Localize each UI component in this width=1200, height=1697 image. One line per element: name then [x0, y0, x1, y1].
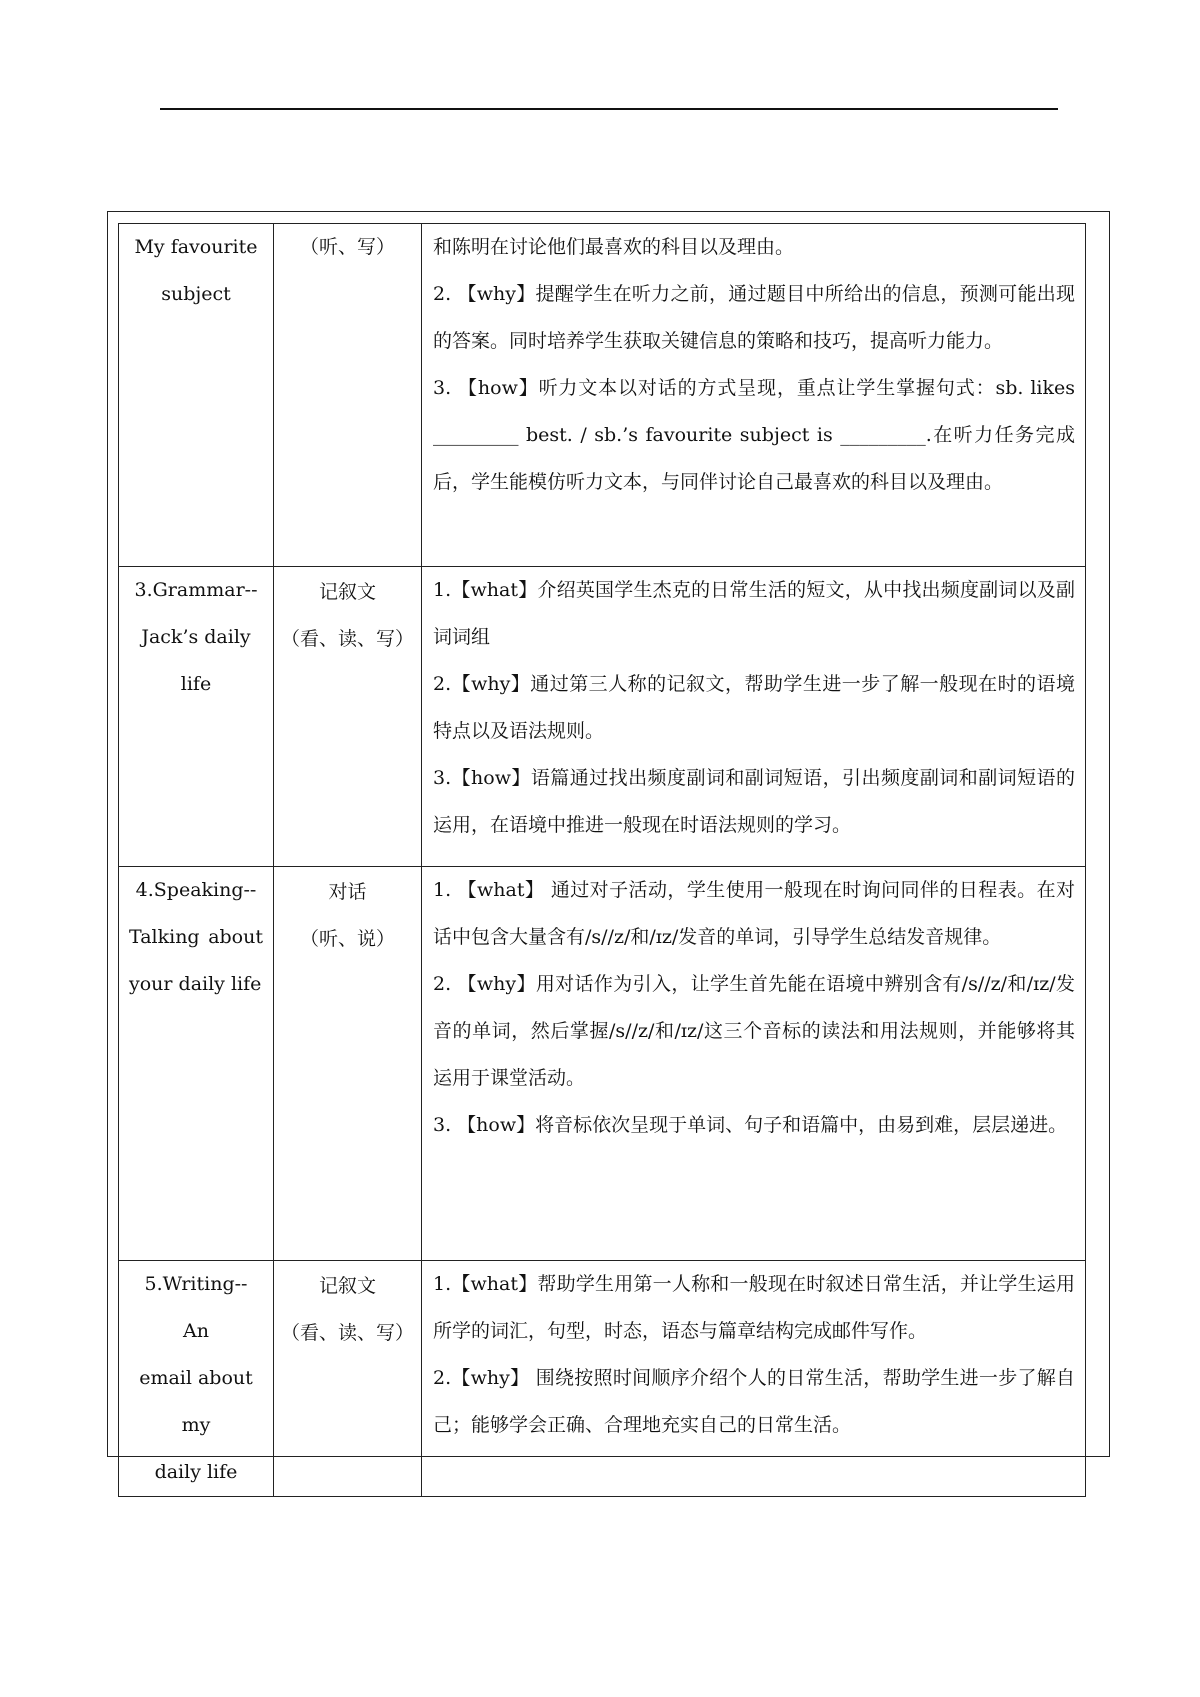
header-rule — [160, 108, 1058, 110]
table-row — [119, 1261, 1086, 1497]
topic-cell — [119, 867, 274, 1261]
description-paragraph: 1.【what】介绍英国学生杰克的日常生活的短文，从中找出频度副词以及副词词组 — [433, 579, 1075, 648]
description-paragraph: 3. 【how】将音标依次呈现于单词、句子和语篇中，由易到难，层层递进。 — [433, 1114, 1068, 1136]
description-paragraph: 3. 【how】听力文本以对话的方式呈现，重点让学生掌握句式：sb. likes _________ best. / sb.’s favourite subject is _________.在听力任务完成后，学生能模仿听力文本，与同伴讨论自己最喜欢的科目以及理由。 — [433, 377, 1075, 493]
text-type-name: 记叙文 — [318, 1275, 376, 1297]
topic-line: Jack’s daily — [141, 626, 251, 648]
topic-line: email about my — [139, 1367, 253, 1436]
text-type-skills: （听、说） — [299, 928, 395, 950]
text-type-skills: （看、读、写） — [280, 628, 414, 650]
description-paragraph: 2. 【why】提醒学生在听力之前，通过题目中所给出的信息，预测可能出现的答案。同时培养学生获取关键信息的策略和技巧，提高听力能力。 — [433, 283, 1075, 352]
topic-cell — [119, 224, 274, 567]
topic-cell — [119, 1261, 274, 1497]
text-type-cell — [274, 867, 422, 1261]
text-type-name: 记叙文 — [318, 581, 376, 603]
topic-line: 4.Speaking-- — [135, 879, 257, 901]
description-paragraph: 1. 【what】 通过对子活动，学生使用一般现在时询问同伴的日程表。在对话中包含大量含有/s//z/和/ɪz/发音的单词，引导学生总结发音规律。 — [433, 879, 1075, 948]
topic-line: Talking about — [129, 926, 263, 948]
table-row — [119, 224, 1086, 567]
topic-line: 5.Writing-- An — [144, 1273, 248, 1342]
description-cell — [422, 224, 1086, 567]
table-row — [119, 567, 1086, 867]
description-paragraph: 3.【how】语篇通过找出频度副词和副词短语，引出频度副词和副词短语的运用，在语境中推进一般现在时语法规则的学习。 — [433, 767, 1075, 836]
topic-line: My favourite — [134, 236, 258, 258]
topic-line: 3.Grammar-- — [134, 579, 258, 601]
text-type-cell — [274, 224, 422, 567]
description-cell — [422, 1261, 1086, 1497]
description-paragraph: 1.【what】帮助学生用第一人称和一般现在时叙述日常生活，并让学生运用所学的词汇，句型，时态，语态与篇章结构完成邮件写作。 — [433, 1273, 1075, 1342]
topic-line: subject — [161, 283, 231, 305]
text-type-skills: （听、写） — [299, 236, 395, 258]
description-cell — [422, 867, 1086, 1261]
topic-line: daily life — [154, 1461, 238, 1483]
description-paragraph: 和陈明在讨论他们最喜欢的科目以及理由。 — [433, 236, 795, 258]
description-paragraph: 2.【why】 围绕按照时间顺序介绍个人的日常生活，帮助学生进一步了解自己；能够学会正确、合理地充实自己的日常生活。 — [433, 1367, 1075, 1436]
description-cell — [422, 567, 1086, 867]
description-paragraph: 2. 【why】用对话作为引入，让学生首先能在语境中辨别含有/s//z/和/ɪz/发音的单词，然后掌握/s//z/和/ɪz/这三个音标的读法和用法规则，并能够将其运用于课堂活动。 — [433, 973, 1075, 1089]
table-row — [119, 867, 1086, 1261]
text-type-cell — [274, 1261, 422, 1497]
topic-cell — [119, 567, 274, 867]
text-type-cell — [274, 567, 422, 867]
description-paragraph: 2.【why】通过第三人称的记叙文，帮助学生进一步了解一般现在时的语境特点以及语法规则。 — [433, 673, 1075, 742]
text-type-skills: （看、读、写） — [280, 1322, 414, 1344]
topic-line: life — [180, 673, 212, 695]
lesson-plan-table — [118, 223, 1086, 1497]
text-type-name: 对话 — [328, 881, 367, 903]
topic-line: your daily life — [129, 973, 262, 995]
